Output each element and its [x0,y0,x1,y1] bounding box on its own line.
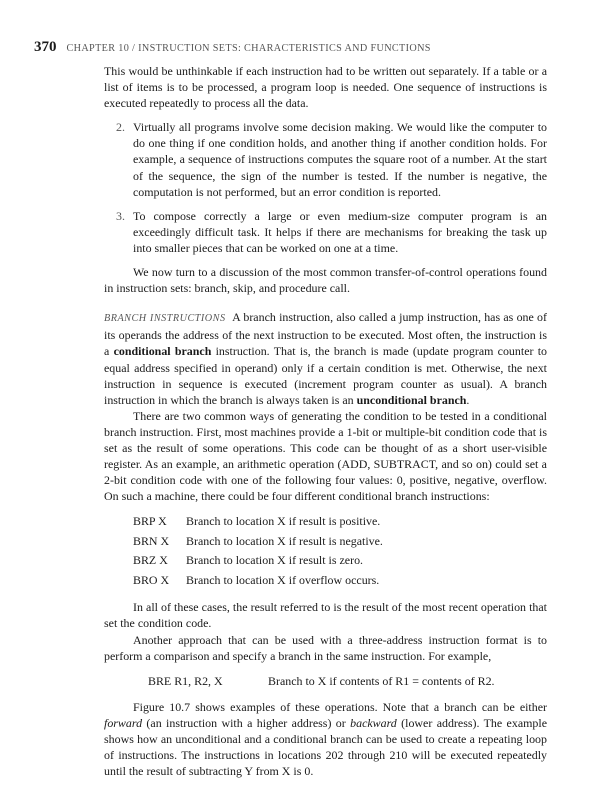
instruction-description: Branch to location X if result is positive. [186,514,381,529]
page-number: 370 [34,39,57,55]
paragraph-figure-reference [104,699,547,779]
instruction-code: BRO X [133,572,170,587]
term-unconditional-branch: unconditional branch [356,392,467,407]
body-text [104,63,547,779]
list-item-text: Virtually all programs involve some decision making. We would like the computer to do one thing if one condition holds, and another thing if another condition holds. For example, a sequence of instructions computes the square root of a number. At the start of the sequence, the sign of the number is tested. If the number is negative, the computation is not performed, but an error condition is reported. [133,120,547,199]
list-item [104,119,547,199]
paragraph-branch-instructions [104,309,547,408]
branch-instruction-list [133,513,383,591]
text-run: instruction. That is, the branch is made (update program counter to equal address specified in operand) only if a certain condition is met. Otherwise, the next instruction in sequence is executed (increment program counter as usual). A branch instruction in which the branch is always taken is an [104,344,548,407]
bre-description: Branch to X if contents of R1 = contents of R2. [268,673,495,688]
instruction-description: Branch to location X if result is negative. [186,533,383,548]
term-forward: forward [104,715,143,730]
instruction-description: Branch to location X if overflow occurs. [186,572,380,587]
instruction-row [133,552,383,572]
text-run: (lower address). The example shows how an unconditional and a conditional branch can be used to create a repeating loop of instructions. The instructions in locations 202 through 210 will be executed repeatedly until the result of subtracting Y from X is 0. [104,715,547,779]
paragraph-condition-codes: There are two common ways of generating the condition to be tested in a conditional branch instruction. First, most machines provide a 1-bit or multiple-bit condition code that is set as the result of some operations. This code can be thought of as a short user-visible register. As an example, an arithmetic operation (ADD, SUBTRACT, and so on) could set a 2-bit condition code with one of the following four values: 0, positive, negative, overflow. On such a machine, there could be four different conditional branch instructions: [104,408,547,504]
paragraph-transfer-of-control: We now turn to a discussion of the most common transfer-of-control operations found in instruction sets: branch, skip, and procedure call. [104,265,547,296]
running-header [34,38,431,56]
instruction-row [133,513,383,533]
term-conditional-branch: conditional branch [113,344,212,359]
text-run: A branch instruction, also called a jump instruction, has as one of its operands the address of the next instruction to be executed. Most often, the instruction is a [104,310,547,359]
text-run: (an instruction with a higher address) or [142,715,351,730]
paragraph-three-address: Another approach that can be used with a three-address instruction format is to perform a comparison and specify a branch in the same instruction. For example, [104,632,547,663]
paragraph-continuation: This would be unthinkable if each instruction had to be written out separately. If a table or a list of items is to be processed, a program loop is needed. One sequence of instructions is executed repeatedly to process all the data. [104,64,547,111]
instruction-description: Branch to location X if result is zero. [186,553,364,568]
list-item-number: 3. [116,208,125,223]
paragraph-all-cases: In all of these cases, the result referred to is the result of the most recent operation that set the condition code. [104,600,547,631]
term-backward: backward [350,715,397,730]
list-item [104,208,547,256]
instruction-code: BRZ X [133,553,168,568]
running-title: CHAPTER 10 / INSTRUCTION SETS: CHARACTERISTICS AND FUNCTIONS [66,43,431,54]
instruction-code: BRP X [133,514,167,529]
section-heading-branch-instructions: BRANCH INSTRUCTIONS [104,313,226,325]
list-item-text: To compose correctly a large or even medium-size computer program is an exceedingly difficult task. It helps if there are mechanisms for breaking the task up into smaller pieces that can be worked on one at a time. [133,208,547,255]
list-item-number: 2. [116,120,125,135]
instruction-row [133,572,383,592]
text-run: Figure 10.7 shows examples of these operations. Note that a branch can be either [133,699,547,714]
bre-code: BRE R1, R2, X [148,673,223,688]
bre-example [148,673,547,689]
text-run: . [466,392,470,407]
instruction-row [133,533,383,553]
instruction-code: BRN X [133,533,170,548]
